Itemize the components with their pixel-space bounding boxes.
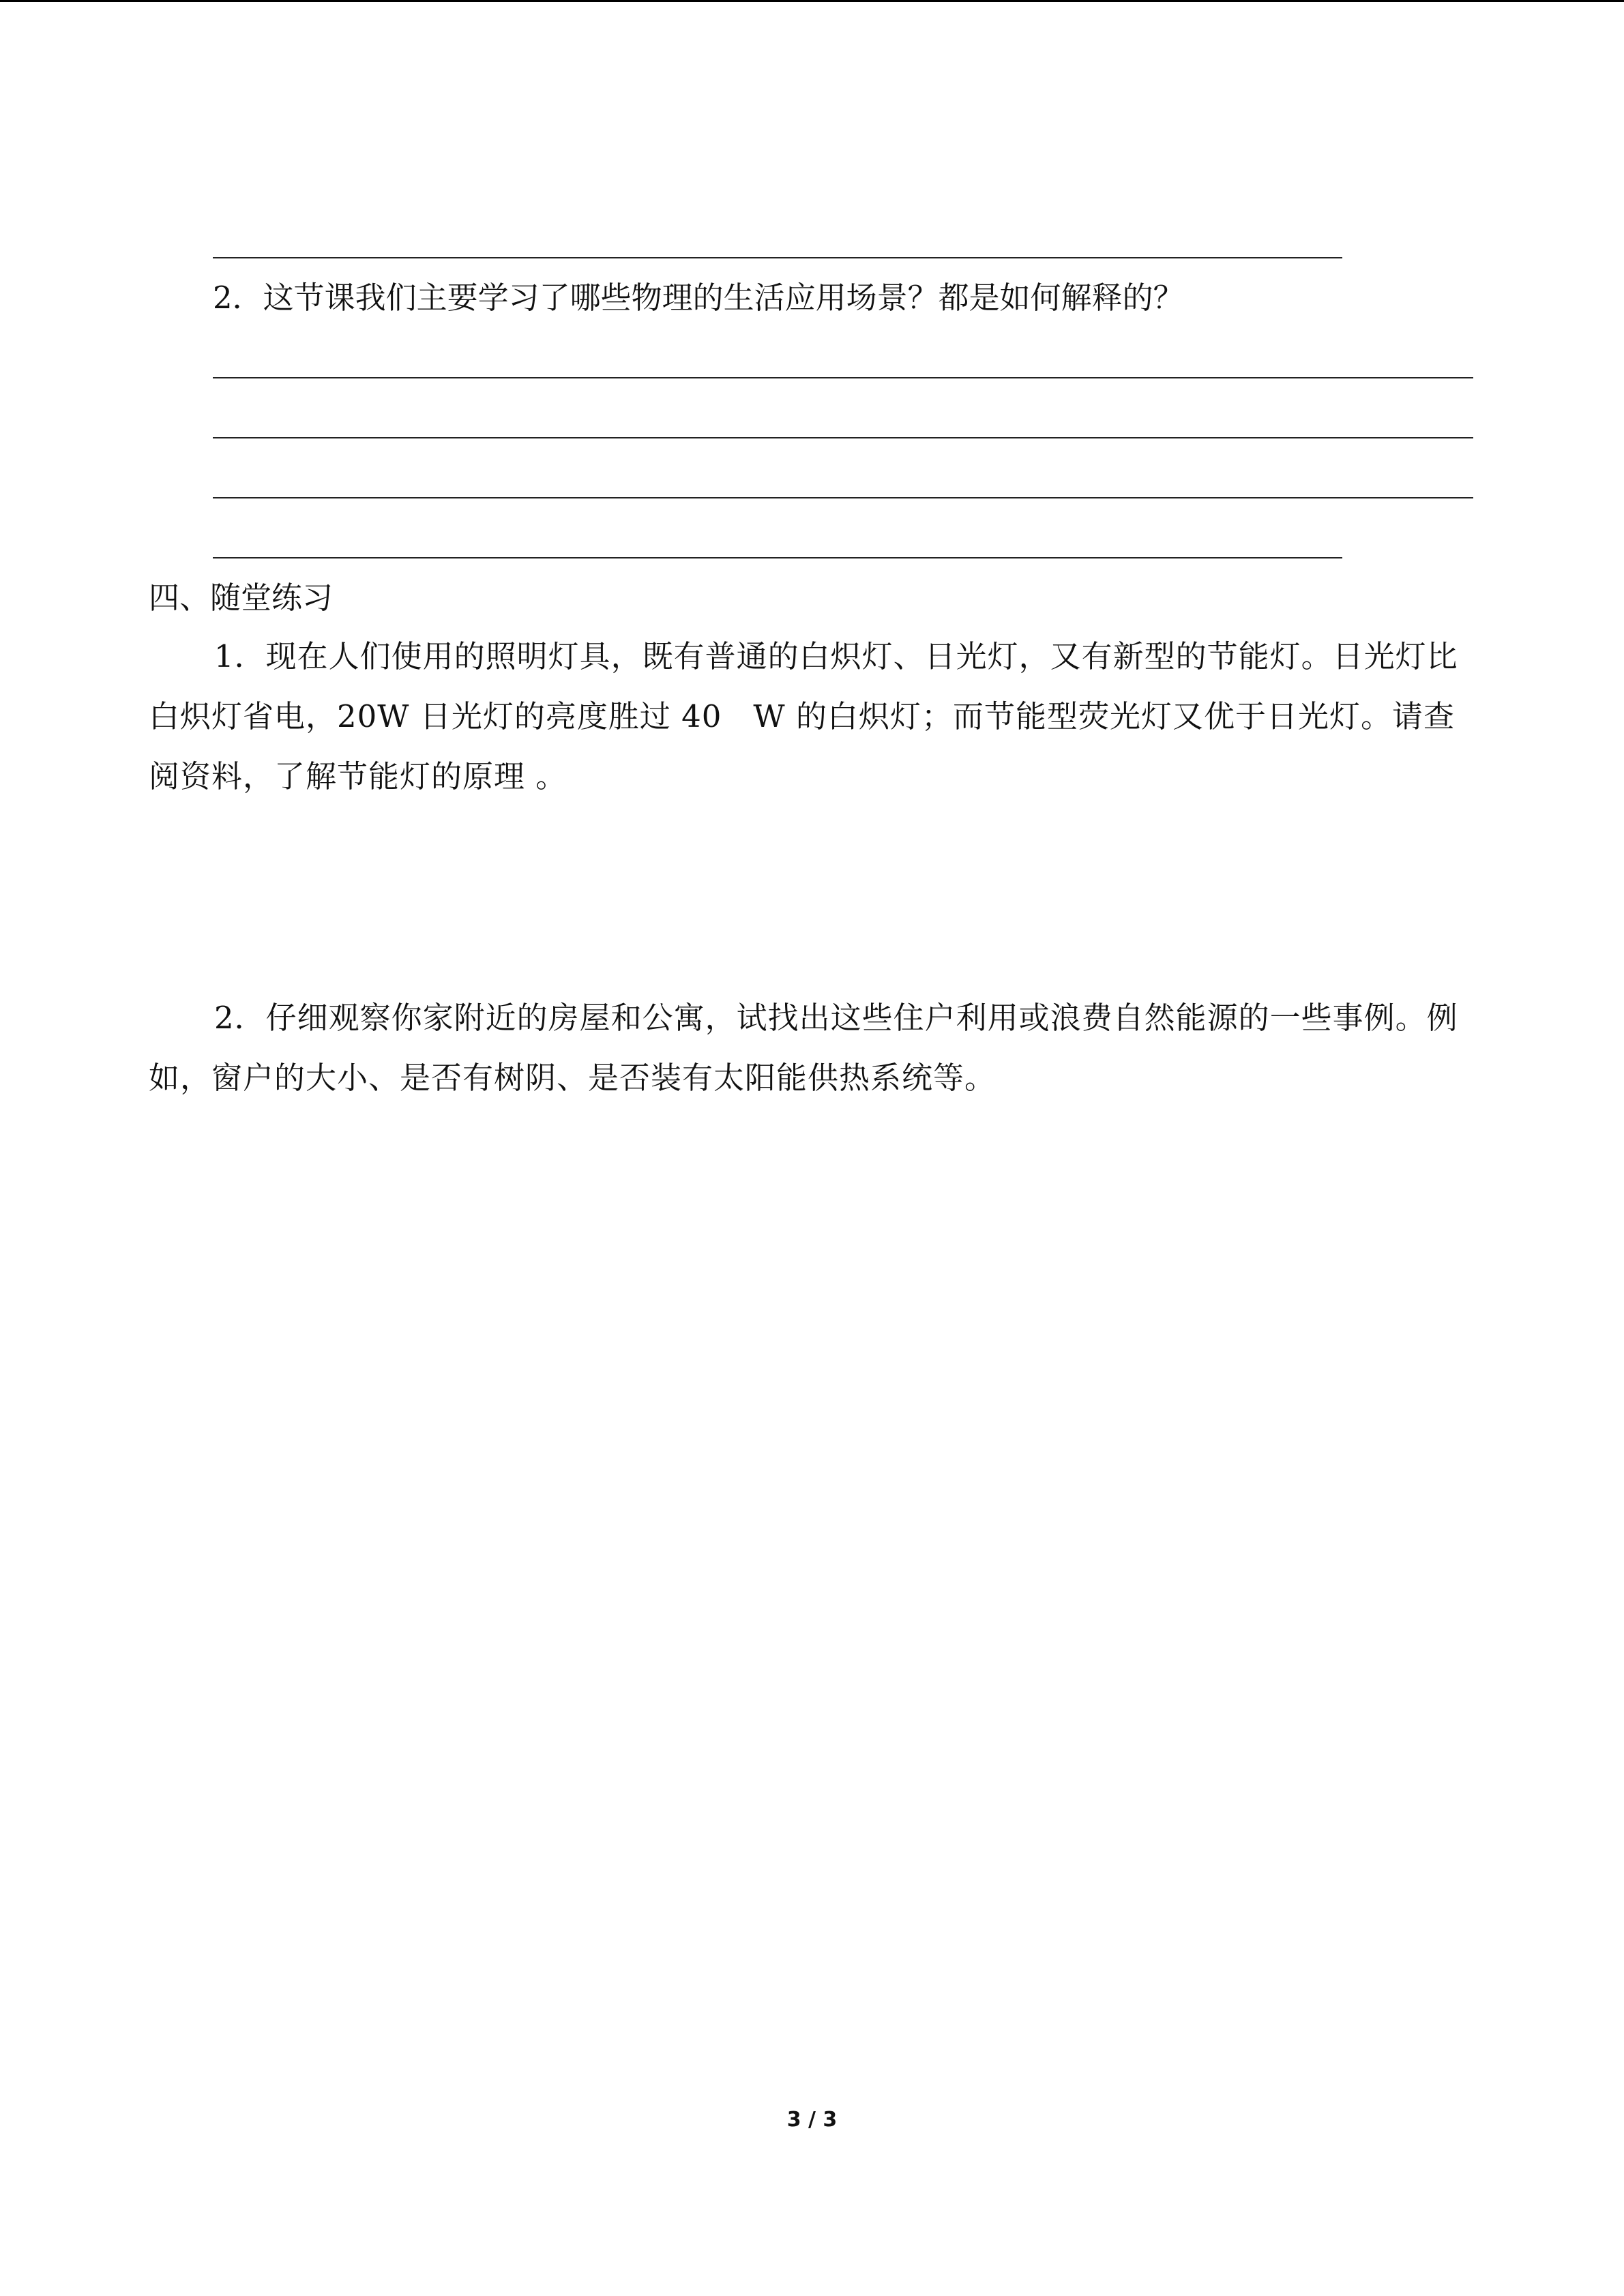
reflection-question-2: 2．这节课我们主要学习了哪些物理的生活应用场景？都是如何解释的？ [213,280,1184,316]
answer-line [213,377,1473,378]
page-number: 3 / 3 [786,2108,838,2132]
answer-line [213,437,1473,438]
answer-line [213,257,1342,258]
answer-line [213,557,1342,558]
section-heading-practice: 四、随堂练习 [149,580,334,616]
practice-item-1: 1．现在人们使用的照明灯具，既有普通的白炽灯、日光灯，又有新型的节能灯。日光灯比白炽灯省电，20W 日光灯的亮度胜过 40 W 的白炽灯；而节能型荧光灯又优于日光灯。请查阅资料，了解节能灯的原理 。 [149,638,1458,794]
answer-line [213,497,1473,498]
practice-item-2: 2．仔细观察你家附近的房屋和公寓，试找出这些住户利用或浪费自然能源的一些事例。例如，窗户的大小、是否有树阴、是否装有太阳能供热系统等。 [149,1000,1458,1096]
